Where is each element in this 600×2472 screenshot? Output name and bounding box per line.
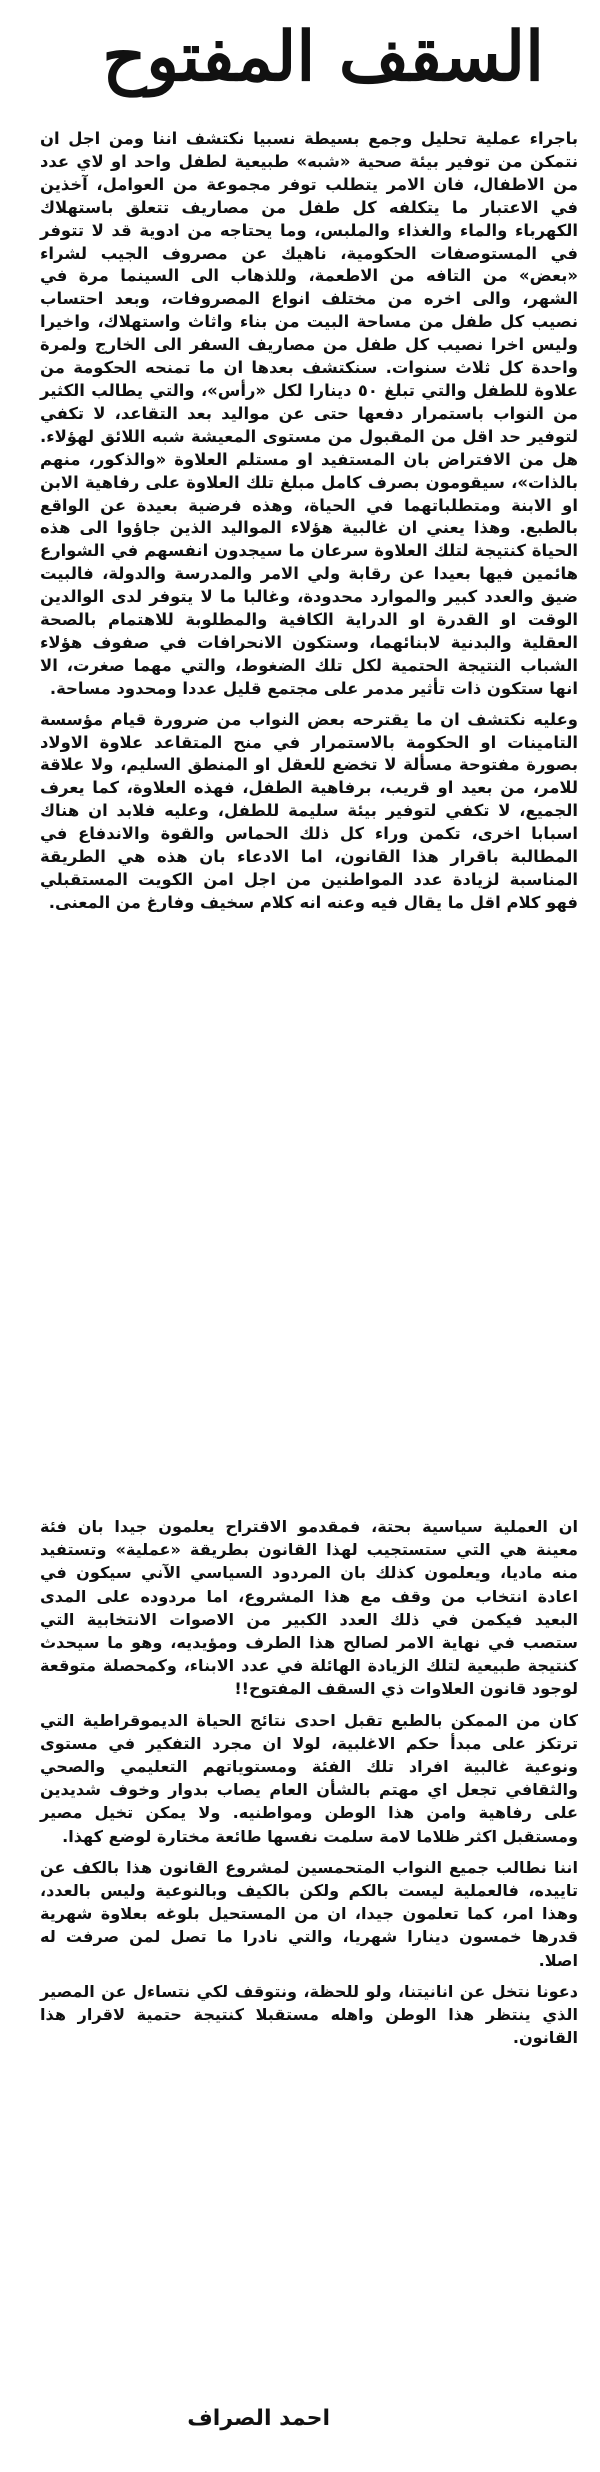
article-section-1	[40, 128, 578, 1440]
paragraph: وعليه نكتشف ان ما يقترحه بعض النواب من ضرورة قيام مؤسسة التامينات او الحكومة بالاستمرار في منح المتقاعد علاوة الاولاد بصورة مفتوحة مسألة لا تخضع للعقل او المنطق السليم، ولا علاقة للامر، من بعيد او قريب، برفاهية الطفل، فهذه العلاوة، كما يعرف الجميع، لا تكفي لتوفير بيئة سليمة للطفل، وعليه فلابد ان هناك اسبابا اخرى، تكمن وراء كل ذلك الحماس والقوة والاندفاع في المطالبة باقرار هذا القانون، اما الادعاء بان هذه هي الطريقة المناسبة لزيادة عدد المواطنين من اجل امن الكويت المستقبلي فهو كلام اقل ما يقال فيه وعنه انه كلام سخيف وفارغ من المعنى.	[40, 709, 578, 912]
paragraph: كان من الممكن بالطبع تقبل احدى نتائج الحياة الديموقراطية التي ترتكز على مبدأ حكم الاغلبية، لولا ان مجرد التفكير في مستوى ونوعية غالبية افراد تلك الفئة ومستوياتهم التعليمي والصحي والثقافي تجعل اي مهتم بالشأن العام يصاب بدوار وخوف شديدين على رفاهية وامن هذا الوطن ومواطنيه. ولا يمكن تخيل مصير ومستقبل اكثر ظلاما لامة سلمت نفسها طائعة مختارة لوضع كهذا.	[40, 1710, 578, 1846]
paragraph: دعونا نتخل عن انانيتنا، ولو للحظة، ونتوقف لكي نتساءل عن المصير الذي ينتظر هذا الوطن واهله مستقبلا كنتيجة حتمية لاقرار هذا القانون.	[40, 1981, 578, 2048]
paragraph: ان العملية سياسية بحتة، فمقدمو الاقتراح يعلمون جيدا بان فئة معينة هي التي ستستجيب لهذا القانون بطريقة «عملية» وتستفيد منه ماديا، ويعلمون كذلك بان المردود السياسي الآني سيكون في اعادة انتخاب من وقف مع هذا المشروع، اما مردوده على المدى البعيد فيكمن في ذلك العدد الكبير من الاصوات الانتخابية التي ستصب في نهاية الامر لصالح هذا الطرف ومؤيديه، وهو ما سيحدث كنتيجة طبيعية لتلك الزيادة الهائلة في عدد الابناء، وكمحصلة متوقعة لوجود قانون العلاوات ذي السقف المفتوح!!	[40, 1517, 578, 1699]
author-name: احمد الصراف	[187, 2406, 330, 2431]
paragraph: اننا نطالب جميع النواب المتحمسين لمشروع القانون هذا بالكف عن تاييده، فالعملية ليست بالكم ولكن بالكيف وبالنوعية وليس بالعدد، وهذا امر، كما تعلمون جيدا، ان من المستحيل بلوغه بعلاوة شهرية قدرها خمسون دينارا شهريا، والتي نادرا ما تصل لمن صرفت له اصلا.	[40, 1857, 578, 1970]
article-section-2	[40, 1515, 578, 2365]
paragraph: باجراء عملية تحليل وجمع بسيطة نسبيا نكتشف اننا ومن اجل ان نتمكن من توفير بيئة صحية «شبه» طبيعية لطفل واحد او لاي عدد من الاطفال، فان الامر يتطلب توفر مجموعة من العوامل، آخذين في الاعتبار ما يتكلفه كل طفل من مصاريف تتعلق باستهلاك الكهرباء والماء والغذاء والملبس، وما يحتاجه من ادوية قد لا تتوفر في المستوصفات الحكومية، ناهيك عن مصروف الجيب لشراء «بعض» من التافه من الاطعمة، وللذهاب الى السينما مرة في الشهر، والى اخره من مختلف انواع المصروفات، وبعد احتساب نصيب كل طفل من مساحة البيت من بناء واثاث واستهلاك، واخيرا وليس اخرا نصيب كل طفل من مصاريف السفر الى الخارج ولمرة واحدة كل ثلاث سنوات. سنكتشف بعدها ان ما تمنحه الحكومة من علاوة للطفل والتي تبلغ ٥٠ دينارا لكل «رأس»، والتي يطالب الكثير من النواب باستمرار دفعها حتى عن مواليد بعد التقاعد، لا تكفي لتوفير حد اقل من المقبول من مستوى المعيشة شبه اللائق لهؤلاء. هل من الافتراض بان المستفيد او مستلم العلاوة «والذكور، منهم بالذات»، سيقومون بصرف كامل مبلغ تلك العلاوة على رفاهية الابن او الابنة ومتطلباتهما في الحياة، وهذه فرضية بعيدة عن الواقع بالطبع. وهذا يعني ان غالبية هؤلاء المواليد الذين جاؤوا الى هذه الحياة كنتيجة لتلك العلاوة سرعان ما سيجدون انفسهم في الشوارع هائمين فيها بعيدا عن رقابة ولي الامر والمدرسة والدولة، فالبيت ضيق والعدد كبير والموارد محدودة، وغالبا ما لا يتوفر لدى الوالدين الوقت او القدرة او الدراية الكافية والمطلوبة للاهتمام بالصحة العقلية والبدنية لابنائهما، وستكون الانحرافات في صفوف هؤلاء الشباب النتيجة الحتمية لكل تلك الضغوط، والتي مهما صغرت، الا انها ستكون ذات تأثير مدمر على مجتمع قليل عددا ومحدود مساحة.	[40, 129, 578, 698]
article-title: السقف المفتوح	[102, 17, 544, 97]
